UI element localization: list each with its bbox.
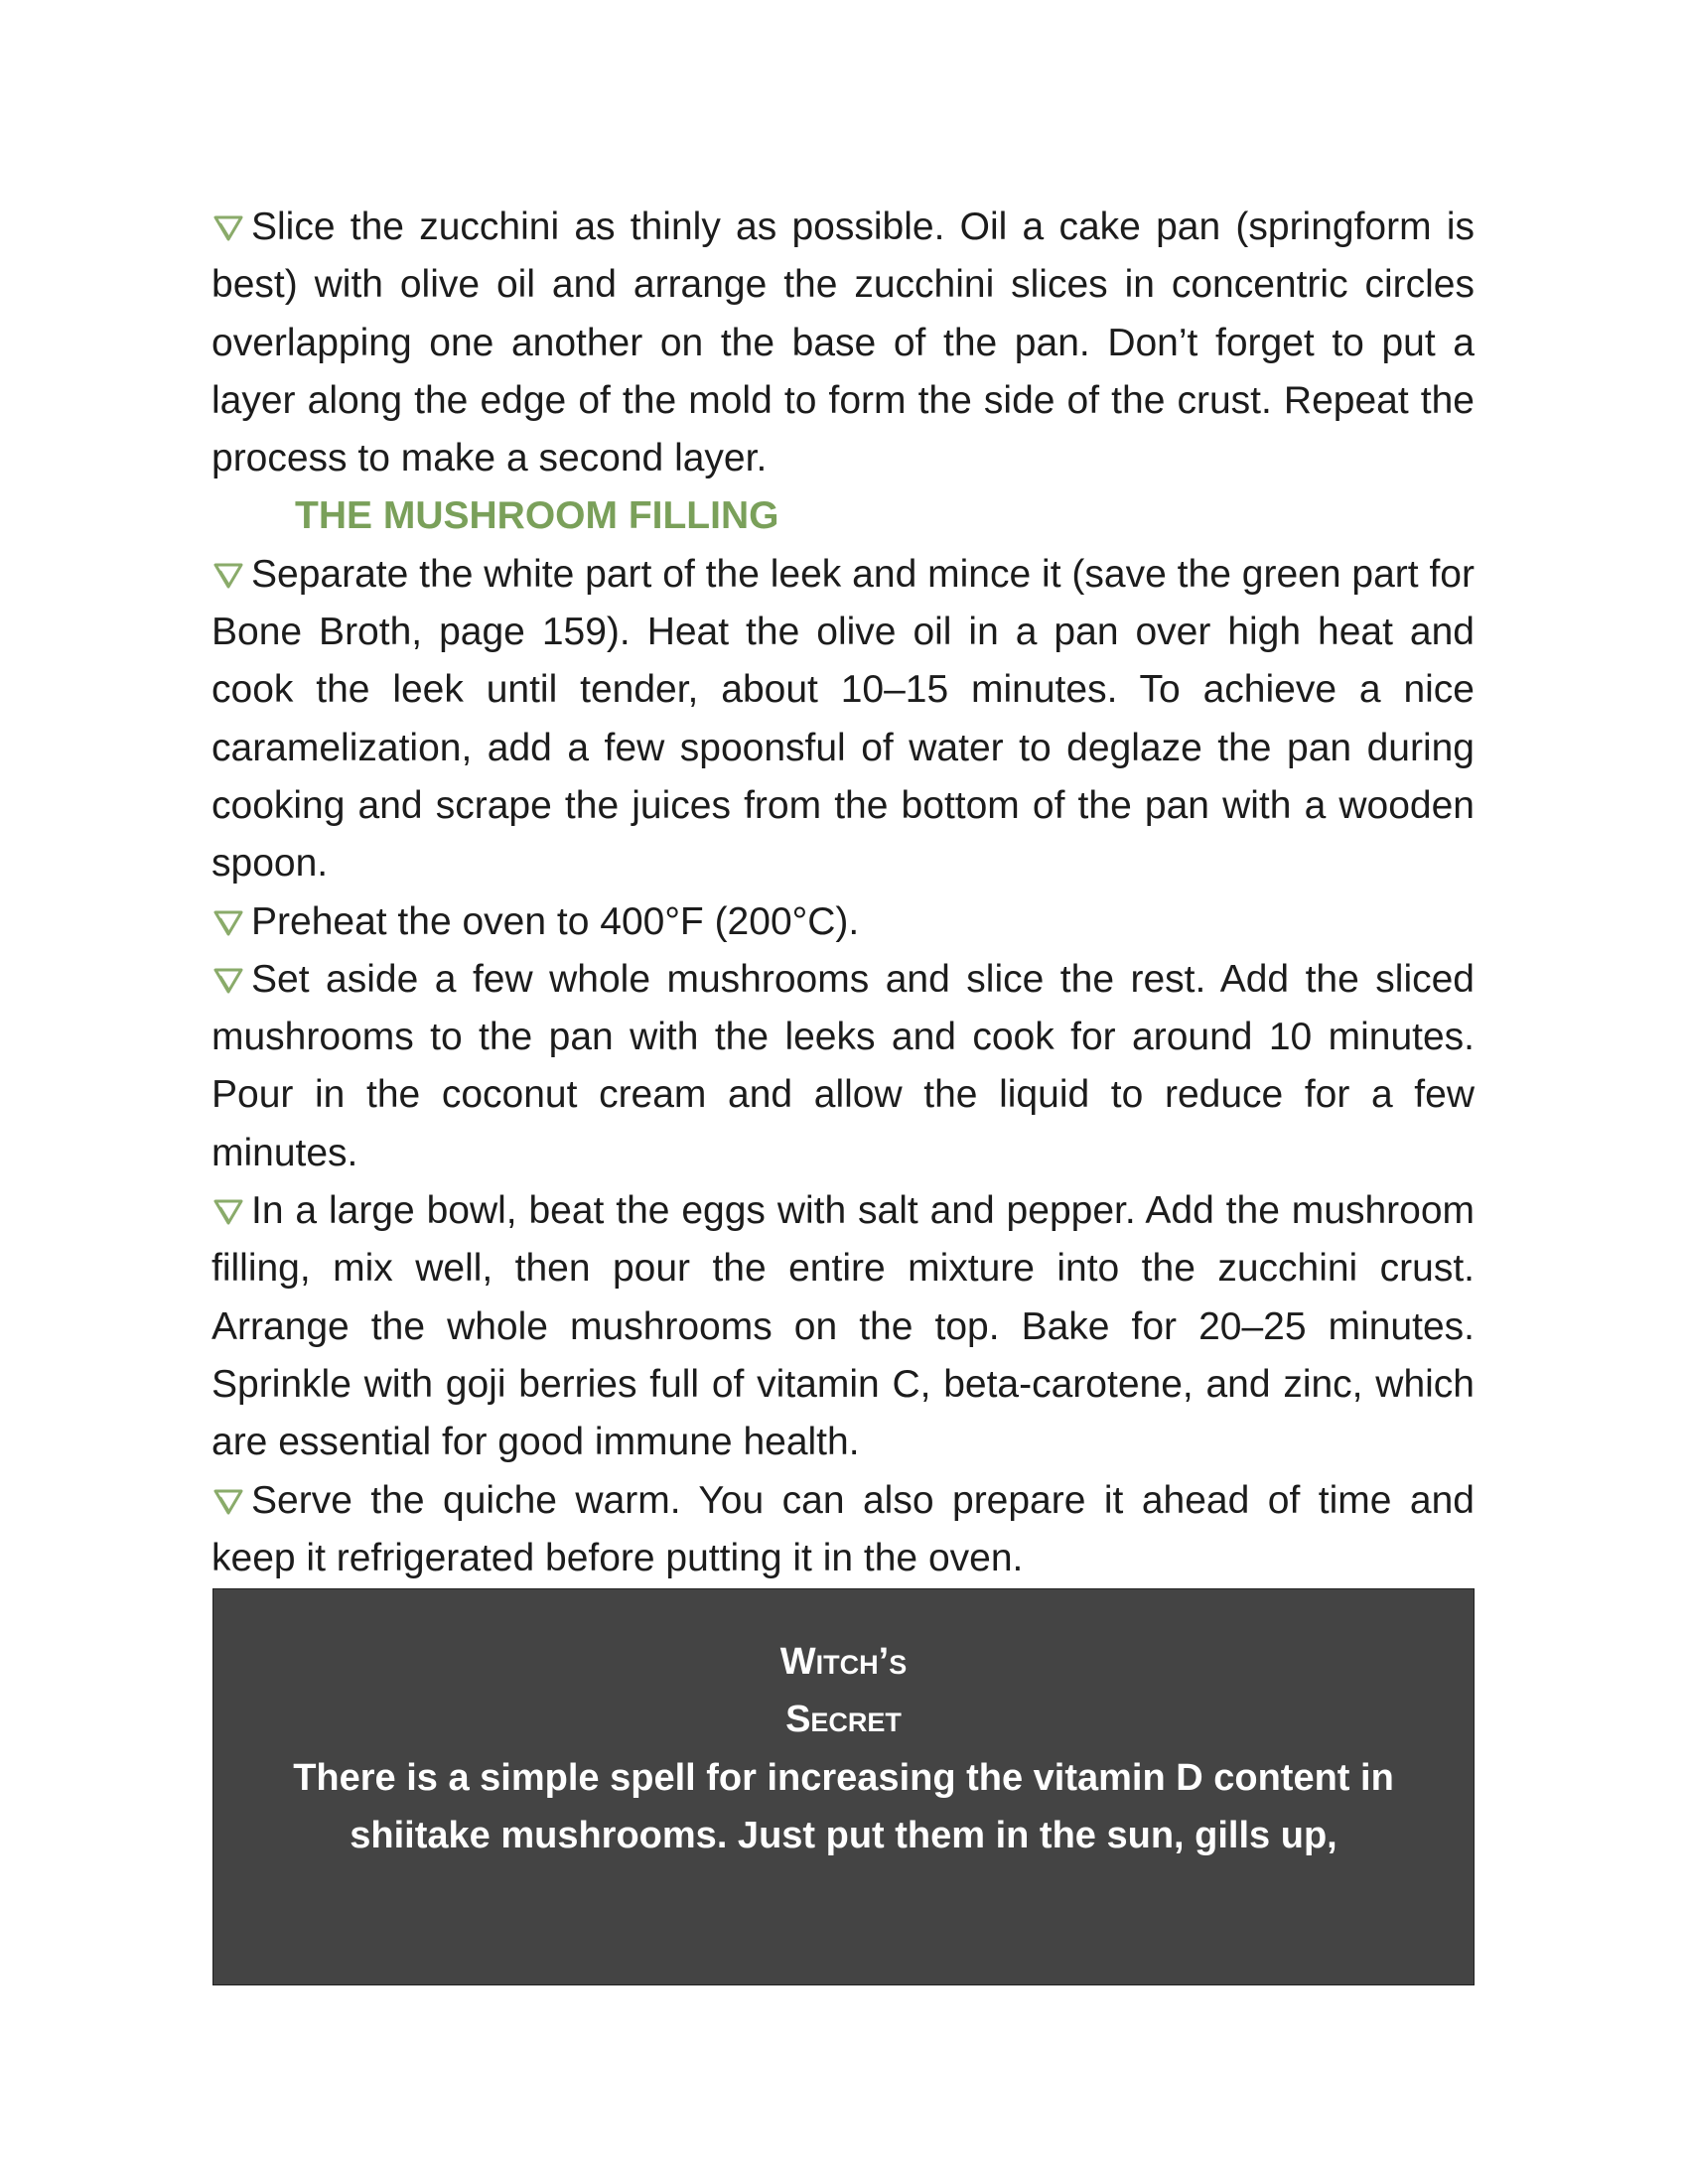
triangle-down-outline-icon <box>211 1483 245 1517</box>
section-heading: THE MUSHROOM FILLING <box>295 494 779 538</box>
step-paragraph <box>211 546 1475 893</box>
triangle-down-outline-icon <box>211 209 245 243</box>
triangle-down-outline-icon <box>211 1193 245 1227</box>
step-text: Serve the quiche warm. You can also prepare it ahead of time and keep it refrigerated before putting it in the oven. <box>211 1478 1475 1579</box>
step-text: Separate the white part of the leek and mince it (save the green part for Bone Broth, page 159). Heat the olive oil in a pan over high heat and cook the leek until tender, about 10–15 minutes. To achieve a nice caramelization, add a few spoonsful of water to deglaze the pan during cooking and scrape the juices from the bottom of the pan with a wooden spoon. <box>211 552 1475 886</box>
step-paragraph <box>211 1182 1475 1471</box>
step-text: Set aside a few whole mushrooms and slice the rest. Add the sliced mushrooms to the pan with the leeks and cook for around 10 minutes. Pour in the coconut cream and allow the liquid to reduce for a few minutes. <box>211 957 1475 1174</box>
witchs-secret-box <box>212 1588 1475 1985</box>
step-paragraph <box>211 951 1475 1182</box>
step-paragraph <box>211 893 1475 951</box>
recipe-page <box>211 199 1475 1587</box>
triangle-down-outline-icon <box>211 557 245 591</box>
step-text: Preheat the oven to 400°F (200°C). <box>251 899 860 943</box>
triangle-down-outline-icon <box>211 904 245 938</box>
triangle-down-outline-icon <box>211 962 245 996</box>
sidebar-title: Secret <box>785 1699 902 1741</box>
step-text: Slice the zucchini as thinly as possible. Oil a cake pan (springform is best) with olive oil and arrange the zucchini slices in concentric circles overlapping one another on the base of the pan. Don’t forget to put a layer along the edge of the mold to form the side of the crust. Repeat the process to make a second layer. <box>211 205 1475 480</box>
sidebar-title: Witch’s <box>779 1641 908 1683</box>
step-paragraph <box>211 1472 1475 1588</box>
step-text: In a large bowl, beat the eggs with salt and pepper. Add the mushroom filling, mix well, then pour the entire mixture into the zucchini crust. Arrange the whole mushrooms on the top. Bake for 20–25 minutes. Sprinkle with goji berries full of vitamin C, beta-carotene, and zinc, which are essential for good immune health. <box>211 1189 1475 1464</box>
step-paragraph <box>211 199 1475 487</box>
sidebar-body: There is a simple spell for increasing the vitamin D content in shiitake mushrooms. Just put them in the sun, gills up, <box>293 1756 1394 1856</box>
